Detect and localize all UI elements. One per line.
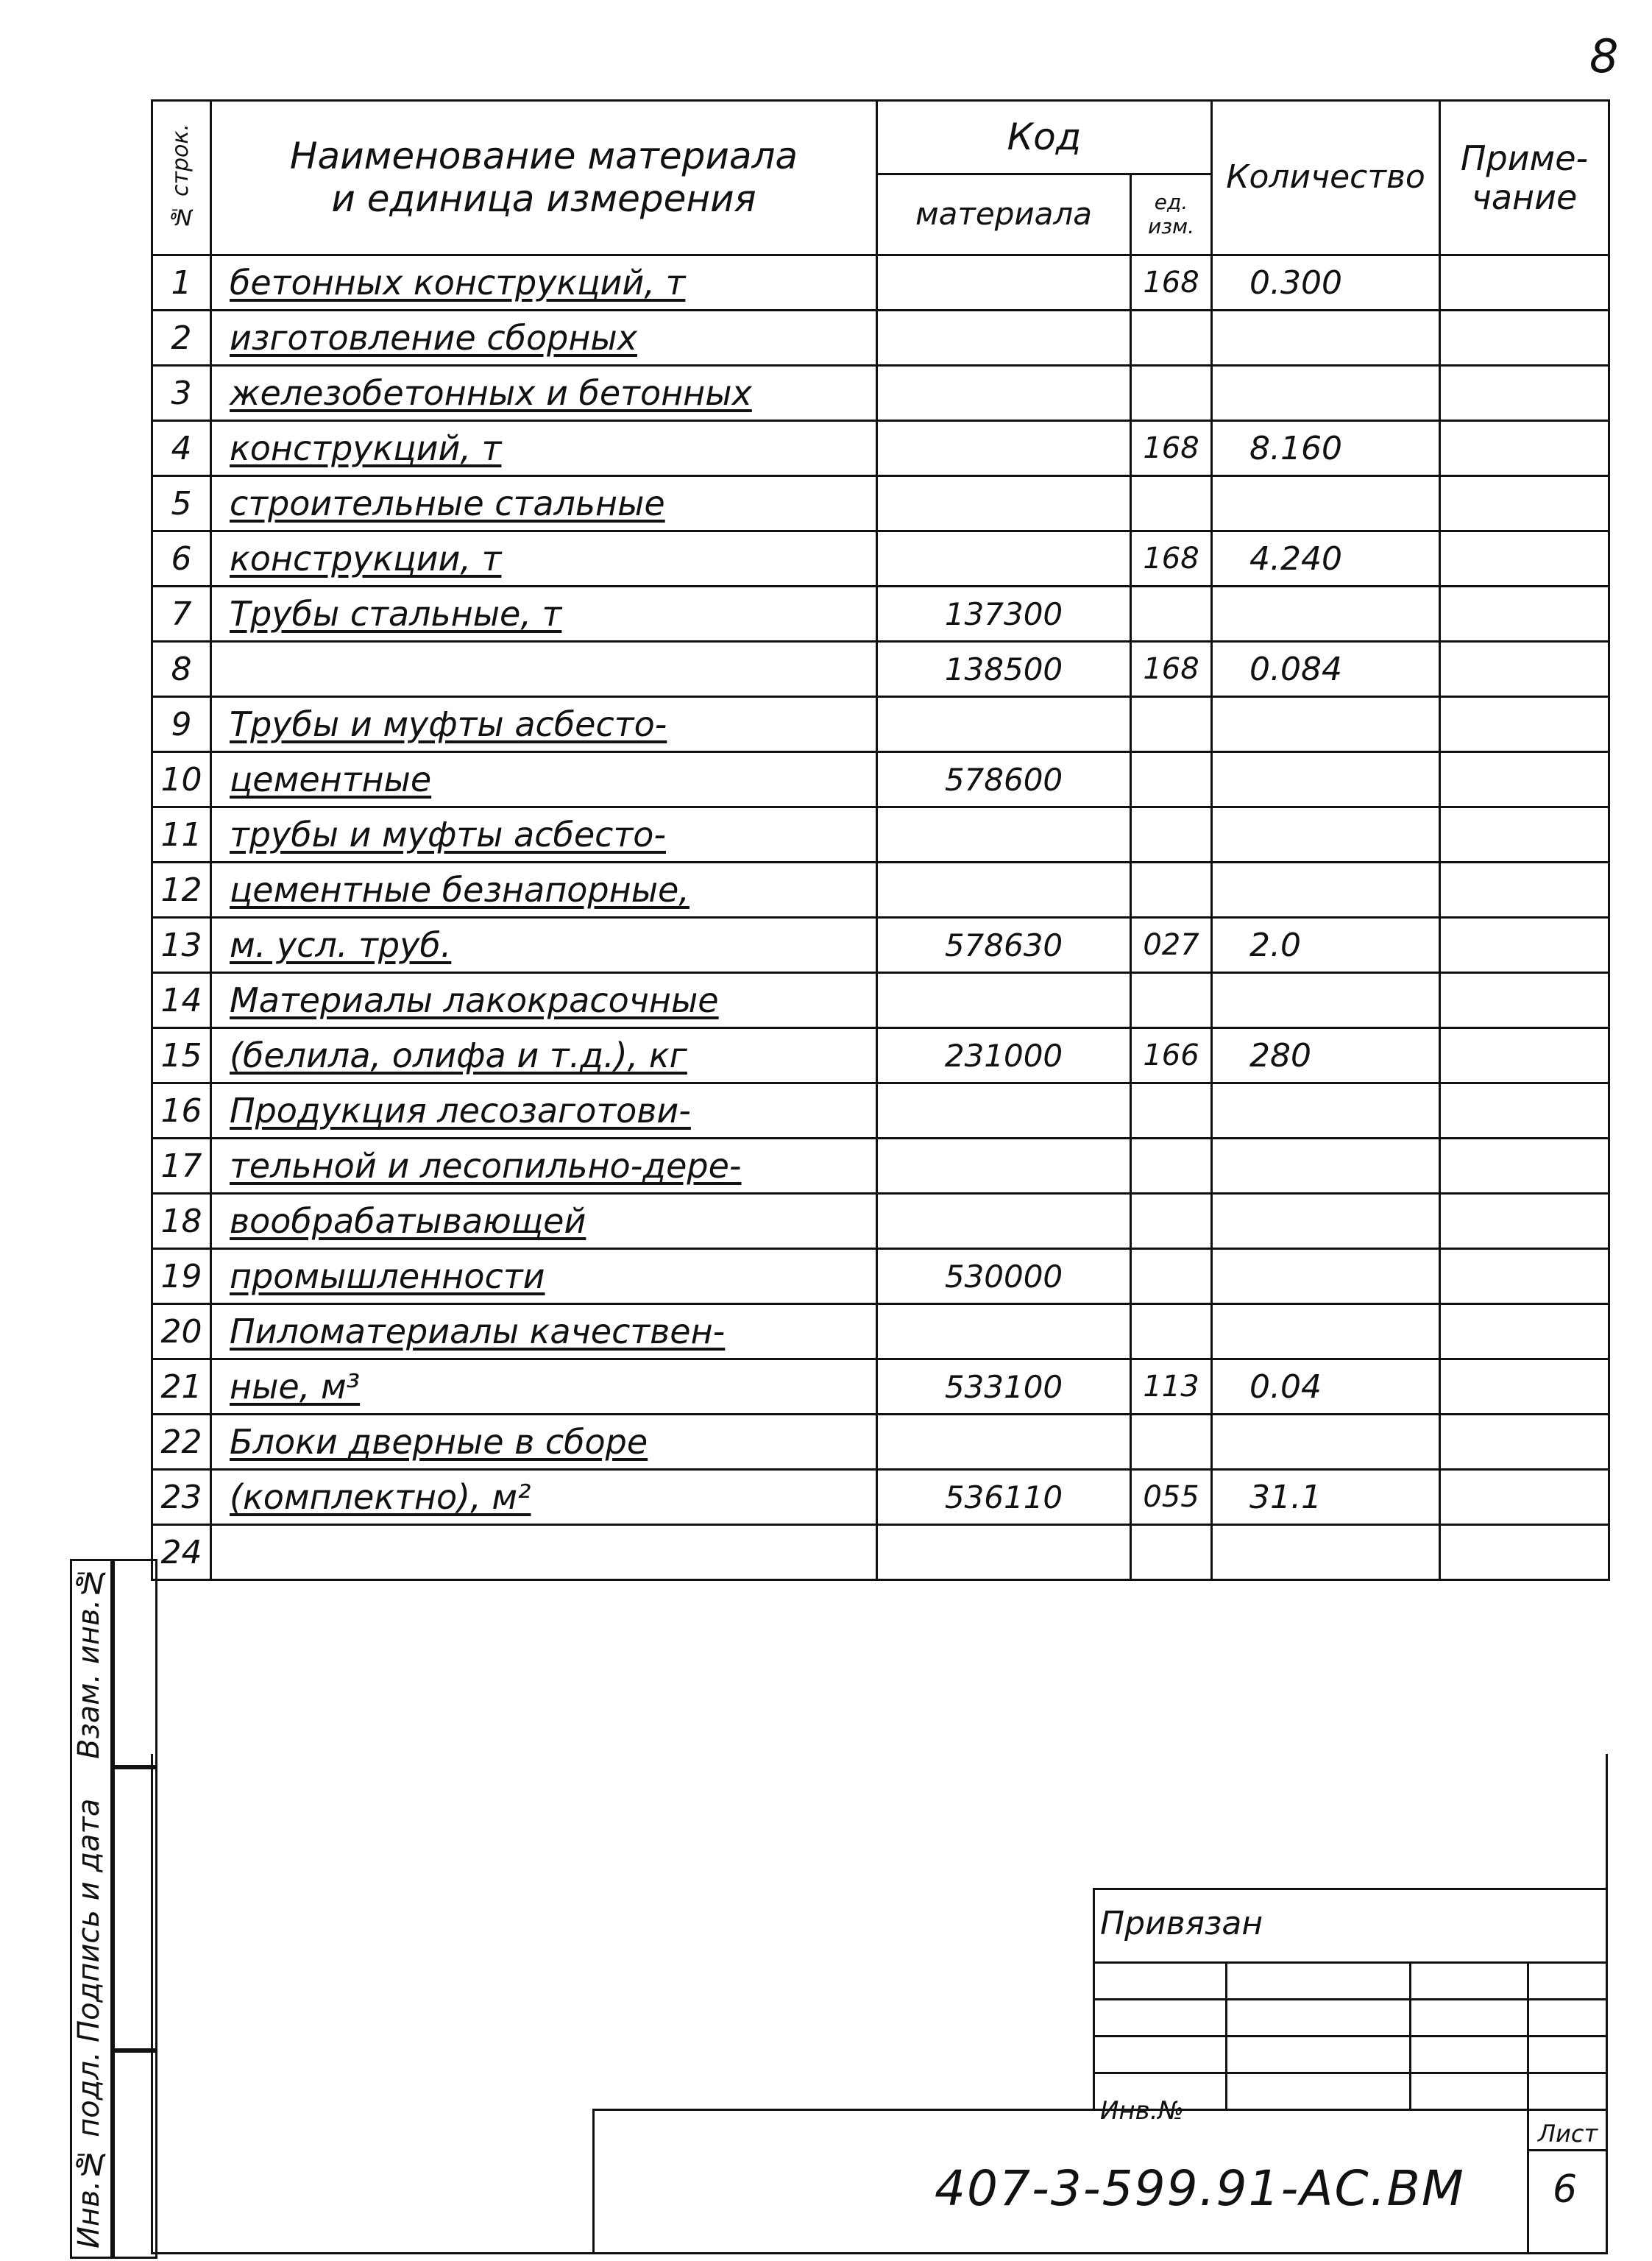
- quantity: [1212, 863, 1440, 918]
- quantity: 0.04: [1212, 1359, 1440, 1415]
- row-number: 1: [152, 255, 211, 311]
- material-name: Трубы стальные, т: [211, 587, 877, 642]
- note: [1440, 863, 1609, 918]
- row-number: 17: [152, 1139, 211, 1194]
- note: [1440, 1139, 1609, 1194]
- unit-code: [1131, 1083, 1212, 1139]
- material-name: Трубы и муфты асбесто-: [211, 697, 877, 752]
- table-row: [152, 255, 1609, 311]
- material-code: [877, 973, 1131, 1028]
- title-col-line-2: [1409, 1961, 1411, 2109]
- title-col-line-1: [1225, 1961, 1227, 2109]
- material-code: 533100: [877, 1359, 1131, 1415]
- row-number: 2: [152, 311, 211, 366]
- row-number: 23: [152, 1470, 211, 1525]
- unit-code: [1131, 752, 1212, 807]
- row-number: 13: [152, 918, 211, 973]
- table-row: [152, 366, 1609, 421]
- note: [1440, 752, 1609, 807]
- quantity: [1212, 807, 1440, 863]
- table-row: [152, 697, 1609, 752]
- row-number: 8: [152, 642, 211, 697]
- table-row: [152, 1359, 1609, 1415]
- row-number: 5: [152, 476, 211, 531]
- material-name: Продукция лесозаготови-: [211, 1083, 877, 1139]
- material-code: [877, 1304, 1131, 1359]
- note: [1440, 1304, 1609, 1359]
- quantity: [1212, 1525, 1440, 1580]
- unit-code: [1131, 311, 1212, 366]
- table-row: [152, 1415, 1609, 1470]
- material-name: цементные: [211, 752, 877, 807]
- material-code: 137300: [877, 587, 1131, 642]
- material-code: 578600: [877, 752, 1131, 807]
- stamp-vzam-inv: Взам. инв.№: [72, 1565, 106, 1759]
- note: [1440, 973, 1609, 1028]
- stamp-vzam-inv-box: [110, 1559, 157, 1769]
- header-code: Код: [877, 101, 1212, 174]
- material-code: [877, 421, 1131, 476]
- table-row: [152, 1304, 1609, 1359]
- unit-code: [1131, 1249, 1212, 1304]
- title-row-line-4: [1093, 2072, 1608, 2074]
- material-name: Пиломатериалы качествен-: [211, 1304, 877, 1359]
- unit-code: 168: [1131, 642, 1212, 697]
- material-name: конструкции, т: [211, 531, 877, 587]
- material-code: 231000: [877, 1028, 1131, 1083]
- material-code: [877, 1083, 1131, 1139]
- title-sheet-left-border: [1527, 2109, 1529, 2254]
- note: [1440, 1083, 1609, 1139]
- quantity: [1212, 366, 1440, 421]
- title-main-left-border: [592, 2109, 595, 2254]
- privyazan-label: Привязан: [1100, 1905, 1263, 1942]
- note: [1440, 531, 1609, 587]
- table-row: [152, 1249, 1609, 1304]
- unit-code: [1131, 697, 1212, 752]
- row-number: 16: [152, 1083, 211, 1139]
- quantity: [1212, 1304, 1440, 1359]
- frame-bottom: [151, 2252, 1608, 2254]
- note: [1440, 1525, 1609, 1580]
- note: [1440, 1470, 1609, 1525]
- material-code: [877, 1139, 1131, 1194]
- table-row: [152, 973, 1609, 1028]
- row-number: 7: [152, 587, 211, 642]
- material-name: м. усл. труб.: [211, 918, 877, 973]
- material-name: строительные стальные: [211, 476, 877, 531]
- title-row-line-1: [1093, 1961, 1608, 1964]
- unit-code: [1131, 1139, 1212, 1194]
- sheet-number: 6: [1553, 2168, 1578, 2212]
- material-code: [877, 697, 1131, 752]
- material-code: [877, 476, 1131, 531]
- material-code: [877, 531, 1131, 587]
- unit-code: [1131, 587, 1212, 642]
- quantity: 31.1: [1212, 1470, 1440, 1525]
- unit-code: 166: [1131, 1028, 1212, 1083]
- material-name: Блоки дверные в сборе: [211, 1415, 877, 1470]
- material-code: 530000: [877, 1249, 1131, 1304]
- material-code: [877, 366, 1131, 421]
- table-row: [152, 587, 1609, 642]
- unit-code: [1131, 973, 1212, 1028]
- row-number: 11: [152, 807, 211, 863]
- row-number: 15: [152, 1028, 211, 1083]
- material-name: цементные безнапорные,: [211, 863, 877, 918]
- sheet-label: Лист: [1538, 2120, 1598, 2148]
- unit-code: 168: [1131, 421, 1212, 476]
- table-row: [152, 752, 1609, 807]
- unit-code: [1131, 1194, 1212, 1249]
- material-name: конструкций, т: [211, 421, 877, 476]
- note: [1440, 1194, 1609, 1249]
- quantity: [1212, 973, 1440, 1028]
- material-name: бетонных конструкций, т: [211, 255, 877, 311]
- row-number: 20: [152, 1304, 211, 1359]
- material-name: (белила, олифа и т.д.), кг: [211, 1028, 877, 1083]
- unit-code: [1131, 1415, 1212, 1470]
- material-name: Материалы лакокрасочные: [211, 973, 877, 1028]
- table-row: [152, 1139, 1609, 1194]
- row-number: 12: [152, 863, 211, 918]
- note: [1440, 1359, 1609, 1415]
- note: [1440, 1028, 1609, 1083]
- material-code: [877, 1525, 1131, 1580]
- page-number: 8: [1589, 29, 1619, 83]
- material-name: [211, 1525, 877, 1580]
- header-code-unit: ед. изм.: [1131, 174, 1212, 255]
- unit-code: [1131, 1525, 1212, 1580]
- note: [1440, 421, 1609, 476]
- note: [1440, 1249, 1609, 1304]
- material-code: 578630: [877, 918, 1131, 973]
- title-row-line-2: [1093, 1998, 1608, 2000]
- table-row: [152, 1028, 1609, 1083]
- row-number: 24: [152, 1525, 211, 1580]
- material-code: [877, 255, 1131, 311]
- header-note: Приме- чание: [1440, 101, 1609, 255]
- material-name: промышленности: [211, 1249, 877, 1304]
- header-code-material: материала: [877, 174, 1131, 255]
- note: [1440, 311, 1609, 366]
- table-row: [152, 918, 1609, 973]
- row-number: 18: [152, 1194, 211, 1249]
- quantity: [1212, 476, 1440, 531]
- stamp-inv-podl: Инв.№ подл.: [72, 2051, 106, 2248]
- note: [1440, 255, 1609, 311]
- material-name: [211, 642, 877, 697]
- unit-code: 168: [1131, 531, 1212, 587]
- unit-code: [1131, 1304, 1212, 1359]
- note: [1440, 587, 1609, 642]
- table-row: [152, 807, 1609, 863]
- quantity: [1212, 1083, 1440, 1139]
- unit-code: 027: [1131, 918, 1212, 973]
- unit-code: [1131, 476, 1212, 531]
- quantity: 0.300: [1212, 255, 1440, 311]
- material-code: [877, 1415, 1131, 1470]
- unit-code: [1131, 366, 1212, 421]
- title-col-line-3: [1527, 1961, 1529, 2109]
- row-number: 4: [152, 421, 211, 476]
- title-sheet-divider: [1527, 2149, 1608, 2151]
- quantity: [1212, 697, 1440, 752]
- inv-no-label: Инв.№: [1100, 2096, 1184, 2126]
- title-top-border: [1093, 1888, 1608, 1890]
- material-name: вообрабатывающей: [211, 1194, 877, 1249]
- note: [1440, 476, 1609, 531]
- quantity: [1212, 587, 1440, 642]
- row-number: 3: [152, 366, 211, 421]
- table-row: [152, 476, 1609, 531]
- quantity: [1212, 752, 1440, 807]
- note: [1440, 807, 1609, 863]
- header-row-number: № строк.: [152, 101, 211, 255]
- unit-code: 168: [1131, 255, 1212, 311]
- row-number: 10: [152, 752, 211, 807]
- material-name: изготовление сборных: [211, 311, 877, 366]
- material-name: трубы и муфты асбесто-: [211, 807, 877, 863]
- material-code: 138500: [877, 642, 1131, 697]
- note: [1440, 366, 1609, 421]
- row-number: 22: [152, 1415, 211, 1470]
- note: [1440, 918, 1609, 973]
- frame-left-lower: [151, 1754, 153, 2254]
- unit-code: [1131, 863, 1212, 918]
- quantity: [1212, 311, 1440, 366]
- note: [1440, 1415, 1609, 1470]
- quantity: [1212, 1139, 1440, 1194]
- material-name: тельной и лесопильно-дере-: [211, 1139, 877, 1194]
- row-number: 21: [152, 1359, 211, 1415]
- row-number: 19: [152, 1249, 211, 1304]
- header-name: Наименование материала и единица измерения: [211, 101, 877, 255]
- material-name: (комплектно), м²: [211, 1470, 877, 1525]
- table-row: [152, 1525, 1609, 1580]
- table-row: [152, 311, 1609, 366]
- material-name: ные, м³: [211, 1359, 877, 1415]
- materials-table: [151, 99, 1610, 1581]
- quantity: [1212, 1415, 1440, 1470]
- table-row: [152, 421, 1609, 476]
- material-code: [877, 311, 1131, 366]
- table-row: [152, 863, 1609, 918]
- row-number: 9: [152, 697, 211, 752]
- material-code: [877, 863, 1131, 918]
- table-row: [152, 1083, 1609, 1139]
- row-number: 14: [152, 973, 211, 1028]
- material-code: [877, 807, 1131, 863]
- table-row: [152, 642, 1609, 697]
- stamp-podpis-data: Подпись и дата: [72, 1798, 106, 2042]
- quantity: [1212, 1194, 1440, 1249]
- unit-code: 055: [1131, 1470, 1212, 1525]
- unit-code: 113: [1131, 1359, 1212, 1415]
- note: [1440, 697, 1609, 752]
- material-code: [877, 1194, 1131, 1249]
- material-code: 536110: [877, 1470, 1131, 1525]
- quantity: 4.240: [1212, 531, 1440, 587]
- frame-right-lower: [1606, 1754, 1608, 2254]
- quantity: 2.0: [1212, 918, 1440, 973]
- header-quantity: Количество: [1212, 101, 1440, 255]
- material-name: железобетонных и бетонных: [211, 366, 877, 421]
- table-row: [152, 1470, 1609, 1525]
- table-row: [152, 1194, 1609, 1249]
- document-code: 407-3-599.91-АС.ВМ: [935, 2160, 1465, 2217]
- unit-code: [1131, 807, 1212, 863]
- quantity: 0.084: [1212, 642, 1440, 697]
- quantity: 280: [1212, 1028, 1440, 1083]
- title-row-line-3: [1093, 2035, 1608, 2037]
- quantity: [1212, 1249, 1440, 1304]
- note: [1440, 642, 1609, 697]
- table-row: [152, 531, 1609, 587]
- quantity: 8.160: [1212, 421, 1440, 476]
- row-number: 6: [152, 531, 211, 587]
